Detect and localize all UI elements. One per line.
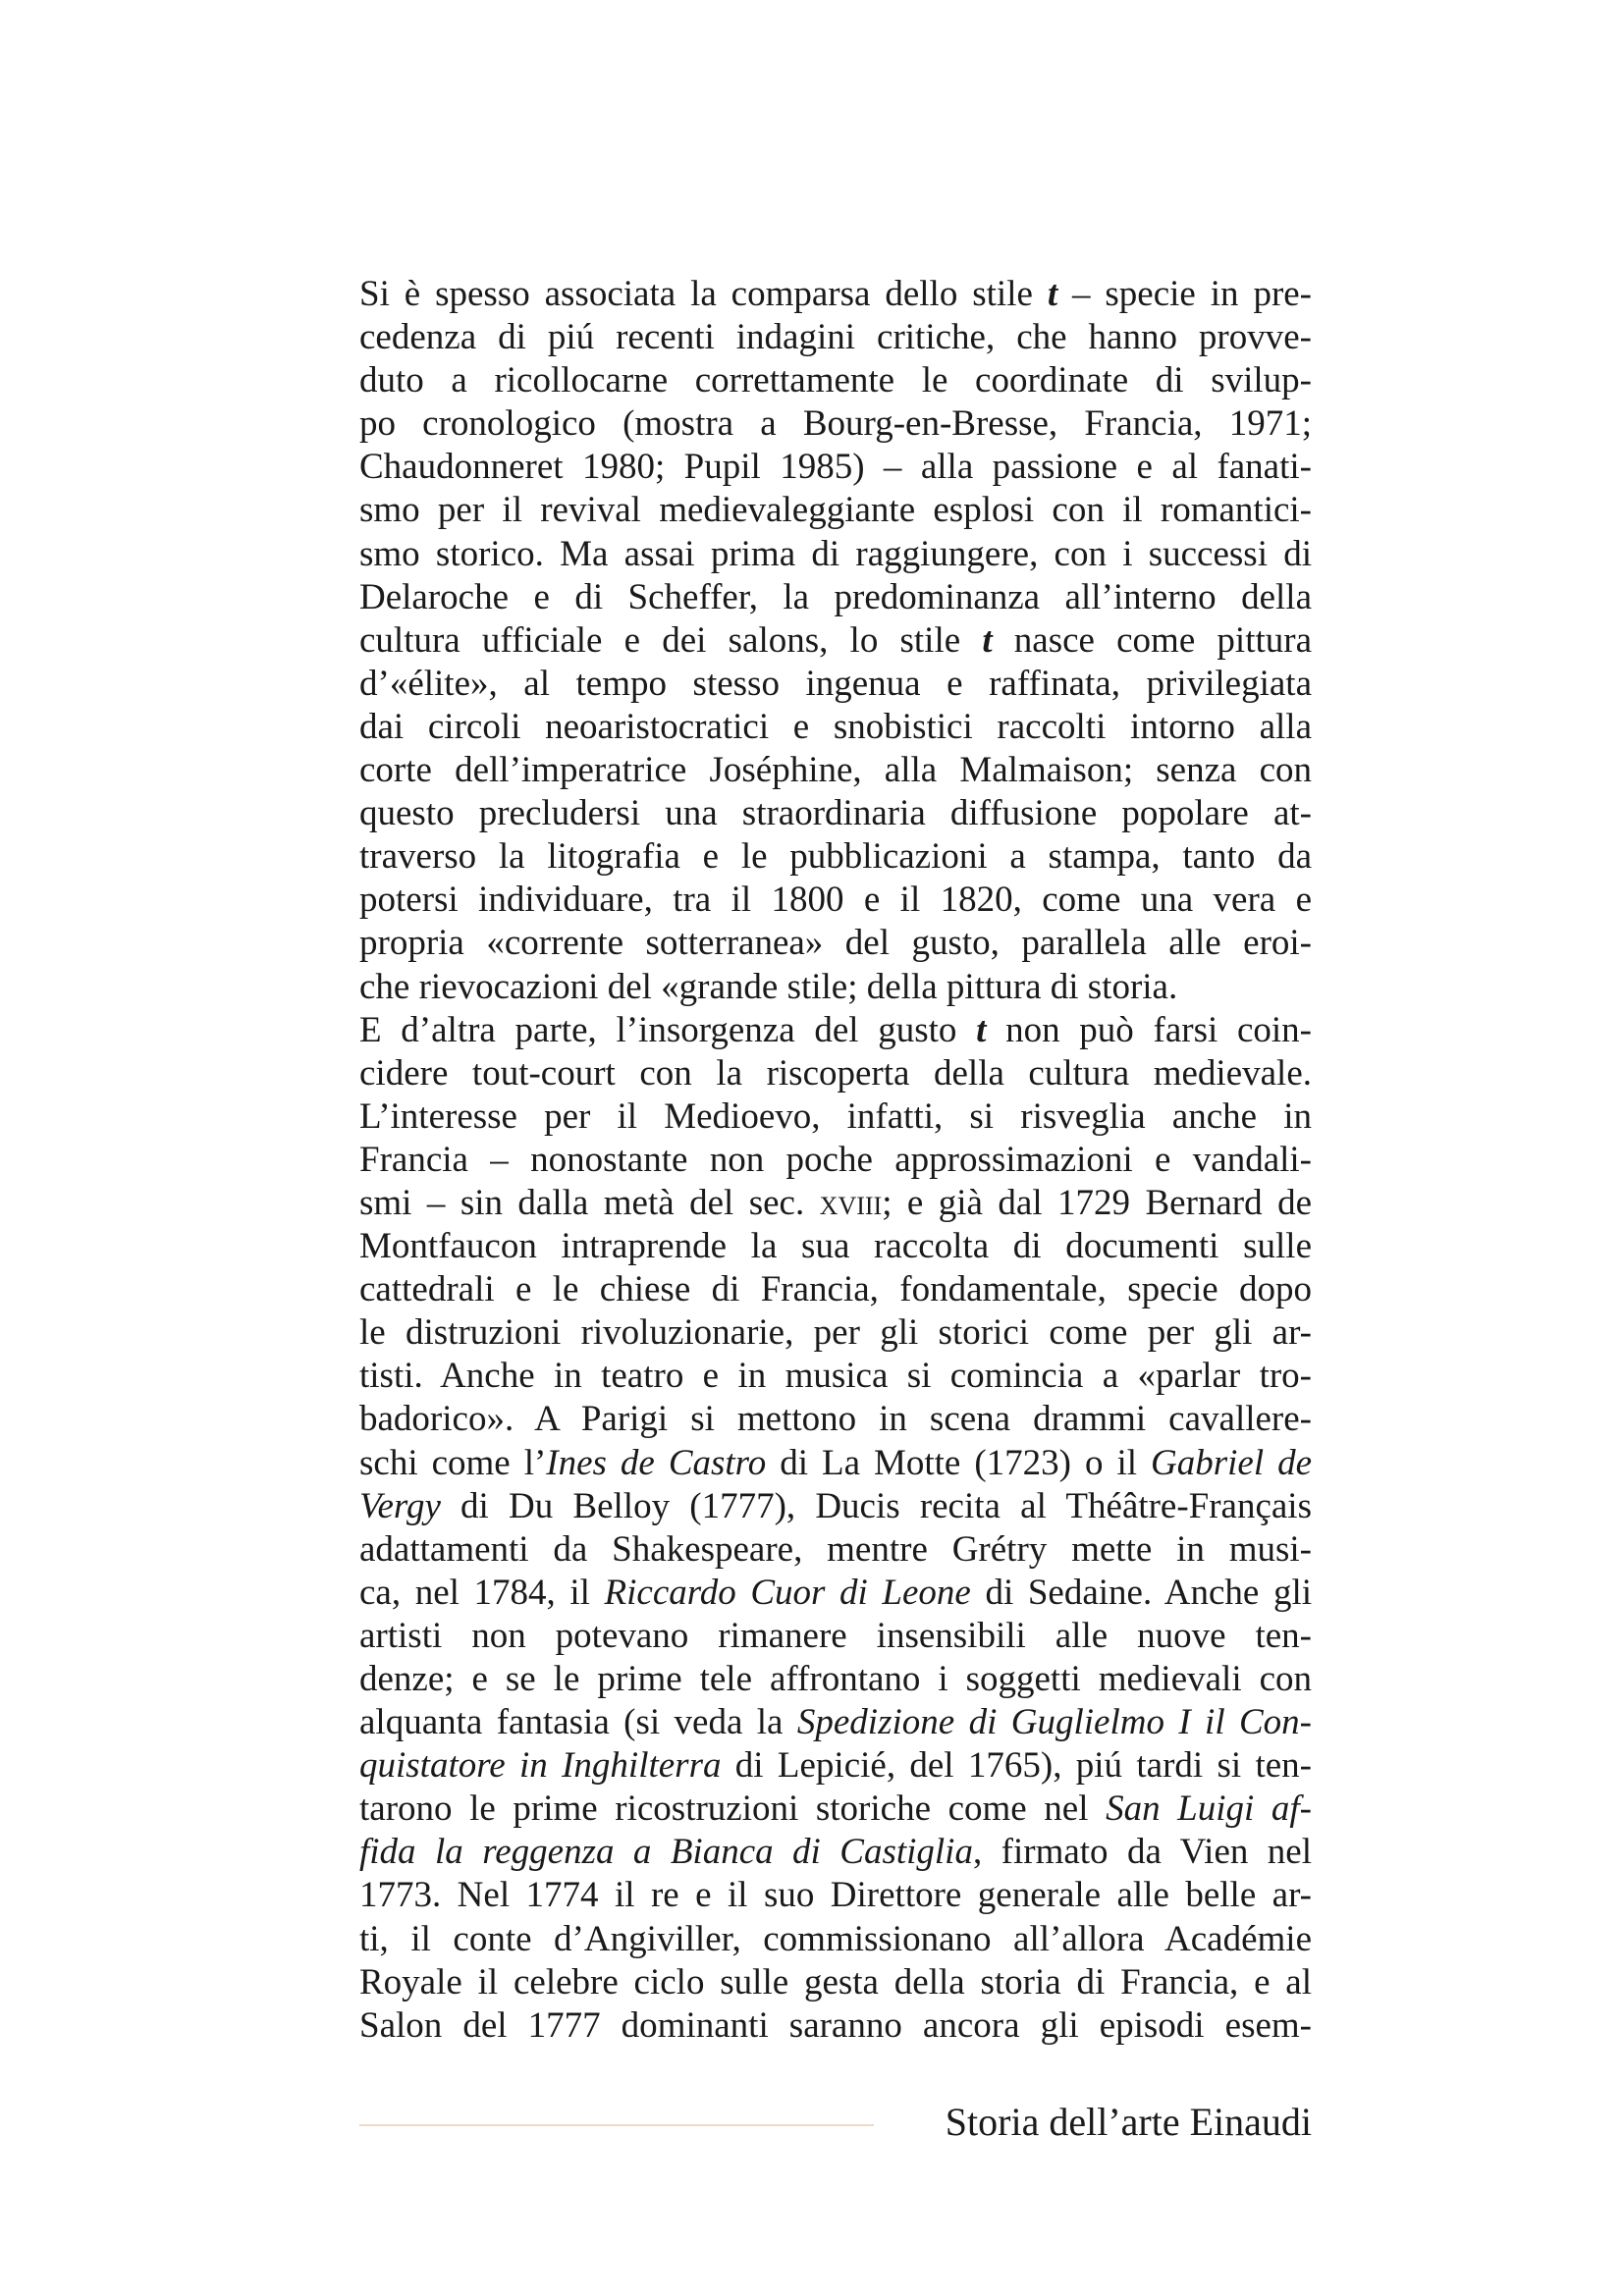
text-line: Francia – nonostante non poche approssimazioni e vandali- [359,1139,1312,1180]
text-line: badorico». A Parigi si mettono in scena drammi cavallere- [359,1399,1312,1440]
italic-title: quistatore in Inghilterra [359,1745,722,1787]
text-line: Chaudonneret 1980; Pupil 1985) – alla passione e al fanati- [359,447,1312,488]
style-letter: t [982,619,993,661]
text-line: schi come l’Ines de Castro di La Motte (1723) o il Gabriel de [359,1442,1313,1483]
italic-title: Vergy [359,1485,441,1526]
footer-title: Storia dell’arte Einaudi [945,2100,1312,2144]
text-line: cidere tout-court con la riscoperta della cultura medievale. [359,1052,1312,1094]
text-line: cultura ufficiale e dei salons, lo stile t nasce come pittura [359,619,1312,661]
text-line: questo precludersi una straordinaria diffusione popolare at- [359,793,1312,834]
text-line: Salon del 1777 dominanti saranno ancora gli episodi esem- [359,2004,1312,2046]
century-numeral: xviii [819,1182,883,1223]
italic-title: Ines de Castro [546,1442,767,1483]
text-line: E d’altra parte, l’insorgenza del gusto t non può farsi coin- [359,1009,1312,1050]
text-line: adattamenti da Shakespeare, mentre Grétry mette in musi- [359,1528,1312,1570]
text-line: Delaroche e di Scheffer, la predominanza all’interno della [359,576,1312,617]
text-line: ti, il conte d’Angiviller, commissionano all’allora Académie [359,1918,1312,1959]
text-line: alquanta fantasia (si veda la Spedizione di Guglielmo I il Con- [359,1702,1312,1743]
text-line: smo storico. Ma assai prima di raggiungere, con i successi di [359,533,1312,574]
italic-title: Riccardo Cuor di Leone [604,1572,971,1613]
style-letter: t [976,1009,987,1050]
footer-rule [359,2124,874,2126]
text-line: cedenza di piú recenti indagini critiche, che hanno provve- [359,317,1312,358]
italic-title: Spedizione di Guglielmo I il Con- [796,1702,1312,1743]
text-line: dai circoli neoaristocratici e snobistici raccolti intorno alla [359,706,1312,747]
text-line: smo per il revival medievaleggiante esplosi con il romantici- [359,490,1312,531]
text-line: potersi individuare, tra il 1800 e il 1820, come una vera e [359,880,1312,921]
text-line: Montfaucon intraprende la sua raccolta di documenti sulle [359,1226,1312,1267]
text-line: che rievocazioni del «grande stile; della pittura di storia. [359,966,1178,1007]
body-text [359,273,1312,2048]
text-line: smi – sin dalla metà del sec. xviii; e già dal 1729 Bernard de [359,1182,1312,1223]
text-line: tisti. Anche in teatro e in musica si comincia a «parlar tro- [359,1356,1312,1397]
text-line: Vergy di Du Belloy (1777), Ducis recita al Théâtre-Français [359,1485,1312,1526]
style-letter: t [1047,274,1058,314]
text-line: 1773. Nel 1774 il re e il suo Direttore generale alle belle ar- [359,1875,1312,1916]
text-line: le distruzioni rivoluzionarie, per gli storici come per gli ar- [359,1312,1312,1354]
text-line: fida la reggenza a Bianca di Castiglia, firmato da Vien nel [359,1832,1312,1873]
italic-title: Gabriel de [1151,1442,1313,1483]
text-line: duto a ricollocarne correttamente le coordinate di svilup- [359,360,1312,401]
text-line: ca, nel 1784, il Riccardo Cuor di Leone di Sedaine. Anche gli [359,1572,1313,1613]
text-line: propria «corrente sotterranea» del gusto, parallela alle eroi- [359,923,1312,964]
text-line: quistatore in Inghilterra di Lepicié, del 1765), piú tardi si ten- [359,1745,1312,1787]
text-line: denze; e se le prime tele affrontano i soggetti medievali con [359,1659,1312,1699]
text-line: d’«élite», al tempo stesso ingenua e raffinata, privilegiata [359,663,1312,704]
text-line: L’interesse per il Medioevo, infatti, si risveglia anche in [359,1095,1312,1137]
text-line: tarono le prime ricostruzioni storiche come nel San Luigi af- [359,1789,1312,1830]
text-line: cattedrali e le chiese di Francia, fondamentale, specie dopo [359,1269,1312,1310]
italic-title: fida la reggenza a Bianca di Castiglia [359,1832,973,1873]
text-line: artisti non potevano rimanere insensibili alle nuove ten- [359,1615,1312,1656]
text-line: po cronologico (mostra a Bourg-en-Bresse, Francia, 1971; [359,403,1312,445]
text-line: corte dell’imperatrice Joséphine, alla Malmaison; senza con [359,750,1312,791]
text-line: Si è spesso associata la comparsa dello stile t – specie in pre- [359,274,1313,314]
italic-title: San Luigi af- [1106,1789,1312,1830]
text-line: traverso la litografia e le pubblicazioni a stampa, tanto da [359,836,1312,878]
text-line: Royale il celebre ciclo sulle gesta della storia di Francia, e al [359,1961,1312,2002]
